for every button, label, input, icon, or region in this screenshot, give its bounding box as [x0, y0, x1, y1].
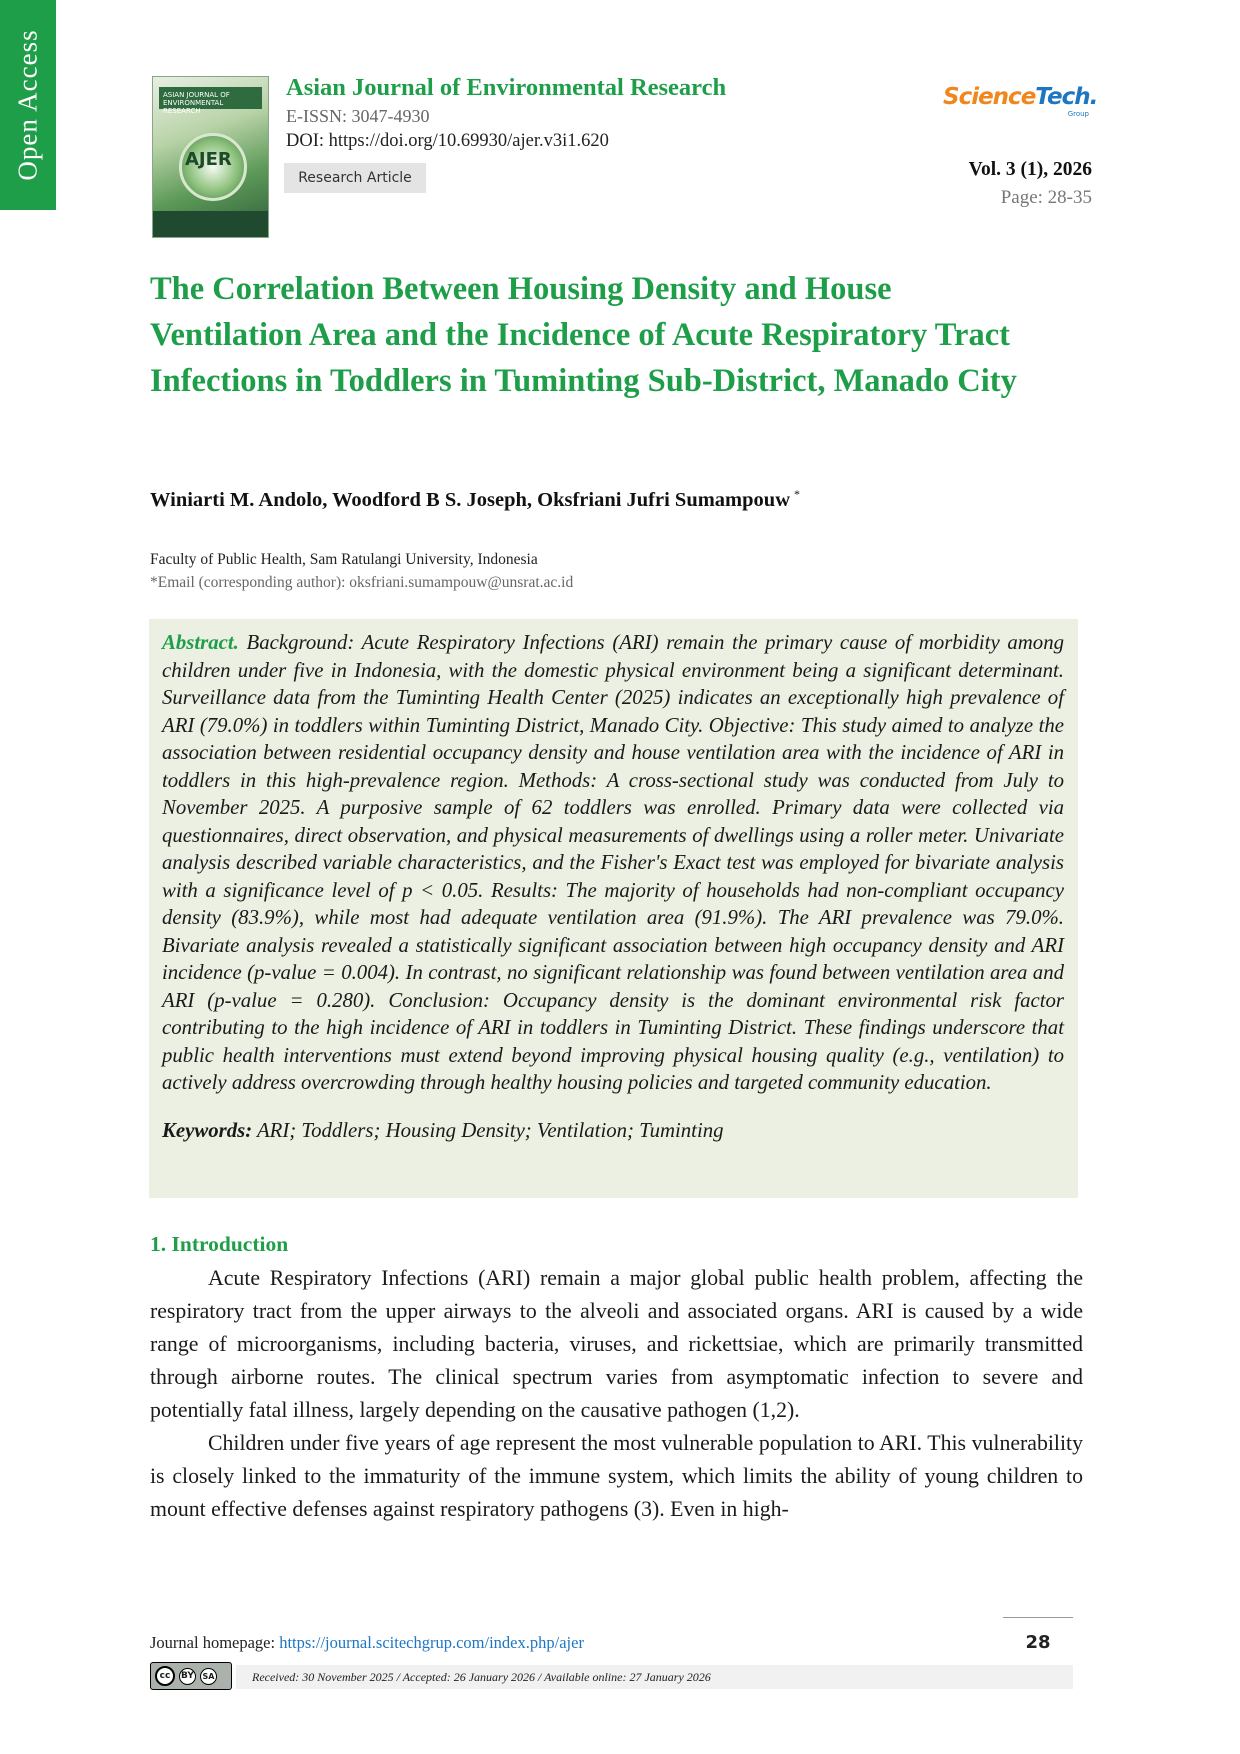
intro-paragraph-2: Children under five years of age represent the most vulnerable population to ARI. This vulnerability is closely linked to the immaturity of the immune system, which limits the ability of young children to mount effective defenses against respiratory pathogens (3). Even in high-: [150, 1431, 1083, 1521]
author-list: [150, 487, 800, 512]
page-number: 28: [1025, 1632, 1051, 1653]
publisher-logo-group: Group: [1067, 110, 1089, 118]
keywords-line: [162, 1119, 1064, 1143]
journal-homepage: [150, 1633, 584, 1653]
abstract-text: Background: Acute Respiratory Infections (ARI) remain the primary cause of morbidity among children under five in Indonesia, with the domestic physical environment being a significant determinant. Surveillance data from the Tuminting Health Center (2025) indicates an exceptionally high prevalence of ARI (79.0%) in toddlers within Tuminting District, Manado City. Objective: This study aimed to analyze the association between residential occupancy density and house ventilation area with the incidence of ARI in toddlers in this high-prevalence region. Methods: A cross-sectional study was conducted from July to November 2025. A purposive sample of 62 toddlers was enrolled. Primary data were collected via questionnaires, direct observation, and physical measurements of dwellings using a roller meter. Univariate analysis described variable characteristics, and the Fisher's Exact test was employed for bivariate analysis with a significance level of p < 0.05. Results: The majority of households had non-compliant occupancy density (83.9%), while most had adequate ventilation area (91.9%). The ARI prevalence was 79.0%. Bivariate analysis revealed a statistically significant association between high occupancy density and ARI incidence (p-value = 0.004). In contrast, no significant relationship was found between ventilation area and ARI (p-value = 0.280). Conclusion: Occupancy density is the dominant environmental risk factor contributing to the high incidence of ARI in toddlers in Tuminting District. These findings underscore that public health interventions must extend beyond improving physical housing quality (e.g., ventilation) to actively address overcrowding through healthy housing policies and targeted community education.: [162, 631, 1064, 1094]
homepage-link[interactable]: https://journal.scitechgrup.com/index.php/ajer: [279, 1633, 584, 1652]
cover-header-text: ASIAN JOURNAL OF ENVIRONMENTAL RESEARCH: [163, 91, 230, 115]
cc-icon: cc: [155, 1666, 175, 1686]
corresponding-email: *Email (corresponding author): oksfriani.sumampouw@unsrat.ac.id: [150, 574, 574, 591]
journal-name: Asian Journal of Environmental Research: [286, 74, 727, 101]
abstract-paragraph: [162, 629, 1064, 1097]
publisher-logo: [943, 84, 1098, 120]
cc-sa-icon: SA: [200, 1668, 217, 1685]
affiliation: Faculty of Public Health, Sam Ratulangi University, Indonesia: [150, 551, 538, 568]
introduction-heading: 1. Introduction: [150, 1232, 289, 1256]
footer-divider: [1003, 1617, 1073, 1618]
journal-cover-image: [152, 76, 269, 238]
open-access-label: Open Access: [12, 29, 43, 181]
abstract-label: Abstract.: [162, 631, 239, 654]
volume-info: Vol. 3 (1), 2026: [968, 159, 1092, 180]
page-range: Page: 28-35: [1000, 187, 1092, 208]
journal-issn: E-ISSN: 3047-4930: [286, 106, 430, 126]
cc-license-badge[interactable]: [150, 1662, 232, 1690]
introduction-body: [150, 1262, 1083, 1526]
publisher-logo-part1: Science: [943, 84, 1036, 110]
corresponding-mark: *: [794, 487, 800, 501]
author-names: Winiarti M. Andolo, Woodford B S. Joseph, Oksfriani Jufri Sumampouw: [150, 488, 790, 511]
keywords-label: Keywords:: [162, 1118, 253, 1142]
homepage-label: Journal homepage:: [150, 1633, 276, 1652]
open-access-tab: [0, 0, 56, 210]
cover-footer-band: [153, 211, 268, 237]
article-doi[interactable]: DOI: https://doi.org/10.69930/ajer.v3i1.620: [286, 131, 609, 151]
publisher-logo-part2: Tech.: [1035, 84, 1098, 110]
article-title: The Correlation Between Housing Density and House Ventilation Area and the Incidence of Acute Respiratory Tract Infections in Toddlers in Tuminting Sub-District, Manado City: [150, 271, 1017, 399]
cc-by-icon: BY: [179, 1668, 196, 1685]
abstract-box: [149, 619, 1078, 1198]
keywords-text: ARI; Toddlers; Housing Density; Ventilation; Tuminting: [256, 1118, 724, 1142]
article-type-badge: Research Article: [284, 163, 426, 193]
intro-paragraph-1: Acute Respiratory Infections (ARI) remain a major global public health problem, affecting the respiratory tract from the upper airways to the alveoli and associated organs. ARI is caused by a wide range of microorganisms, including bacteria, viruses, and rickettsiae, which are primarily transmitted through airborne routes. The clinical spectrum varies from asymptomatic infection to severe and potentially fatal illness, largely depending on the causative pathogen (1,2).: [150, 1266, 1083, 1422]
publication-dates: Received: 30 November 2025 / Accepted: 26 January 2026 / Available online: 27 January 2026: [236, 1665, 1073, 1689]
cover-abbreviation: AJER: [185, 149, 232, 170]
